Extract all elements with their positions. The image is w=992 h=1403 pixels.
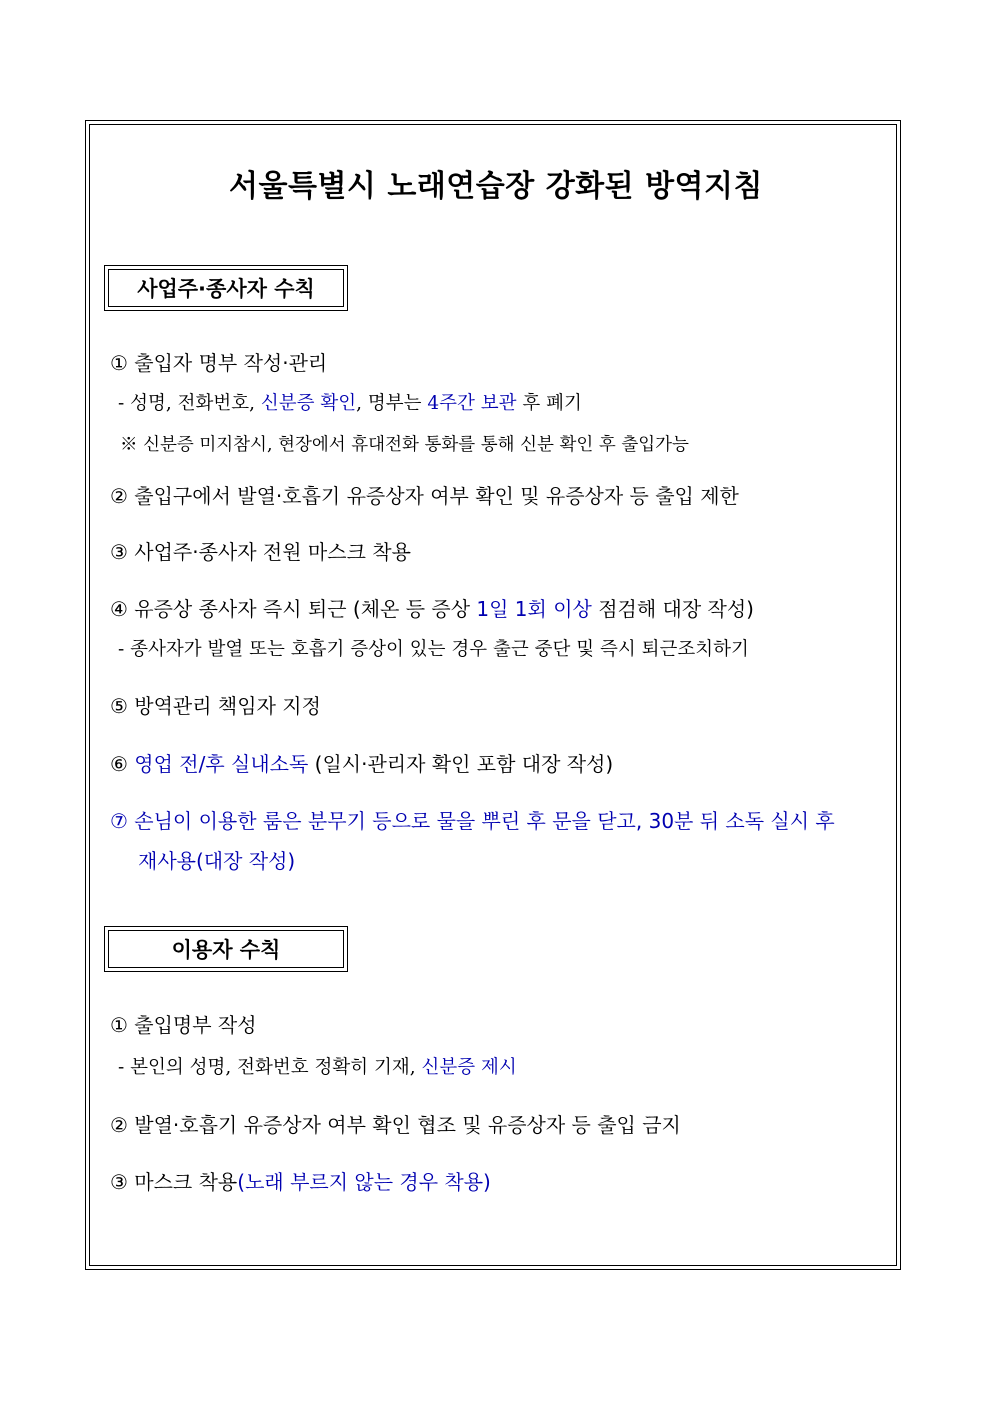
item-text: 유증상 종사자 즉시 퇴근 (체온 등 증상 [134, 597, 477, 621]
section-heading-label: 이용자 수칙 [108, 930, 344, 968]
item-number: ② [110, 484, 128, 508]
list-item-owner-7-cont: 재사용(대장 작성) [138, 849, 296, 873]
item-number: ① [110, 1013, 128, 1037]
item-number: ⑤ [110, 694, 128, 718]
section-heading-user [104, 926, 348, 972]
highlight-text: (노래 부르지 않는 경우 착용) [237, 1170, 491, 1194]
highlight-text: 1일 1회 이상 [476, 597, 592, 621]
item-text: 손님이 이용한 룸은 분무기 등으로 물을 뿌린 후 문을 닫고, 30분 뒤 소독 실시 후 [134, 809, 835, 833]
list-item-user-3 [110, 1170, 491, 1194]
list-item-owner-4 [110, 597, 754, 621]
item-number: ② [110, 1113, 128, 1137]
sub-item-owner-4: - 종사자가 발열 또는 호흡기 증상이 있는 경우 출근 중단 및 즉시 퇴근조치하기 [118, 639, 749, 660]
list-item-user-2 [110, 1113, 681, 1137]
list-item-owner-5 [110, 694, 321, 718]
highlight-text: 영업 전/후 실내소독 [134, 752, 309, 776]
item-text: 마스크 착용 [134, 1170, 238, 1194]
sub-item-user-1 [118, 1056, 517, 1080]
sub-text: 후 폐기 [516, 393, 582, 414]
highlight-text: 신분증 제시 [421, 1057, 517, 1078]
sub-text: - 성명, 전화번호, [118, 393, 261, 414]
item-number: ⑦ [110, 809, 128, 833]
item-number: ③ [110, 1170, 128, 1194]
sub-item-owner-1 [118, 392, 582, 416]
list-item-owner-2 [110, 484, 739, 508]
section-heading-owner-staff [104, 265, 348, 311]
highlight-text: 4주간 보관 [427, 393, 517, 414]
sub-text: - 본인의 성명, 전화번호 정확히 기재, [118, 1057, 422, 1078]
list-item-owner-7 [110, 809, 835, 833]
item-text: (일시·관리자 확인 포함 대장 작성) [308, 752, 614, 776]
item-text: 출입구에서 발열·호흡기 유증상자 여부 확인 및 유증상자 등 출입 제한 [134, 484, 739, 508]
list-item-owner-6 [110, 752, 613, 776]
page-title: 서울특별시 노래연습장 강화된 방역지침 [229, 169, 763, 204]
list-item-user-1 [110, 1013, 257, 1037]
highlight-text: 신분증 확인 [260, 393, 357, 414]
list-item-owner-3 [110, 540, 411, 564]
note-owner-1: ※ 신분증 미지참시, 현장에서 휴대전화 통화를 통해 신분 확인 후 출입가능 [120, 435, 689, 455]
item-number: ③ [110, 540, 128, 564]
item-text: 점검해 대장 작성) [591, 597, 754, 621]
item-text: 출입자 명부 작성·관리 [134, 351, 328, 375]
item-number: ⑥ [110, 752, 128, 776]
item-text: 방역관리 책임자 지정 [134, 694, 321, 718]
item-text: 발열·호흡기 유증상자 여부 확인 협조 및 유증상자 등 출입 금지 [134, 1113, 681, 1137]
section-heading-label: 사업주·종사자 수칙 [108, 269, 344, 307]
list-item-owner-1 [110, 351, 327, 375]
item-text: 출입명부 작성 [134, 1013, 257, 1037]
item-text: 사업주·종사자 전원 마스크 착용 [134, 540, 411, 564]
item-number: ④ [110, 597, 128, 621]
sub-text: , 명부는 [356, 393, 428, 414]
item-number: ① [110, 351, 128, 375]
